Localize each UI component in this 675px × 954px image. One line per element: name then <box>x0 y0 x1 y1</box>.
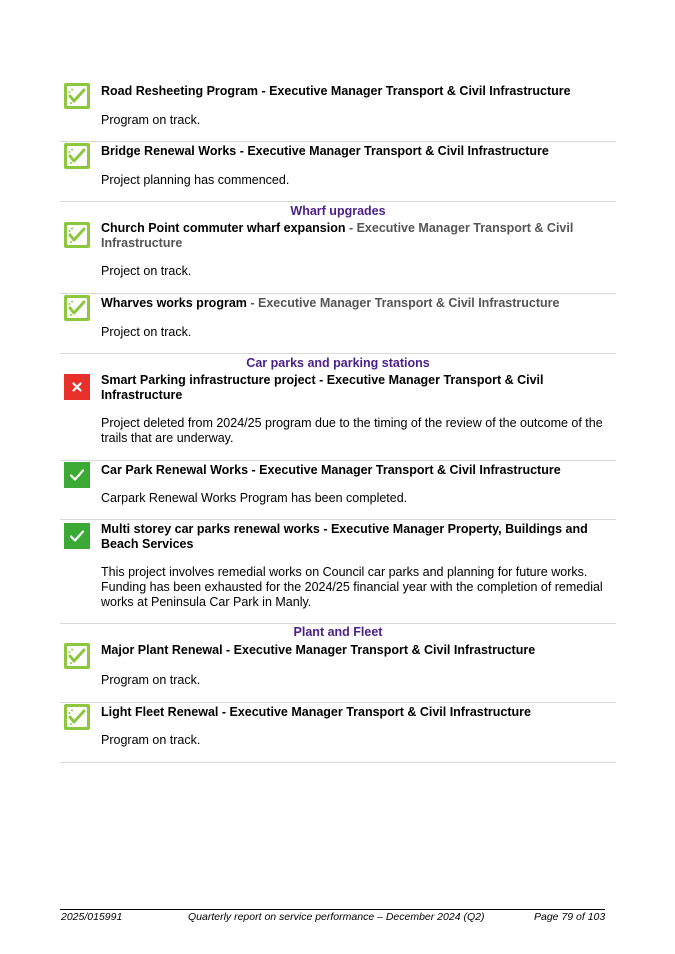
divider <box>60 201 616 202</box>
divider <box>60 141 616 142</box>
project-title-role: - Executive Manager Transport & Civil Infrastructure <box>101 221 574 250</box>
on-track-icon <box>64 295 90 321</box>
project-description: Project planning has commenced. <box>101 173 290 187</box>
divider <box>60 353 616 354</box>
divider <box>60 623 616 624</box>
project-description: Program on track. <box>101 673 201 687</box>
project-description: Project on track. <box>101 325 192 339</box>
project-description: Program on track. <box>101 113 201 127</box>
completed-icon <box>64 462 90 488</box>
divider <box>60 762 616 763</box>
project-title: Multi storey car parks renewal works - Executive Manager Property, Buildings and Beach Services <box>101 522 588 551</box>
on-track-icon <box>64 143 90 169</box>
project-description: This project involves remedial works on Council car parks and planning for future works. Funding has been exhausted for the 2024/25 financial year with the completion of remedial works at Peninsula Car Park in Manly. <box>101 565 603 609</box>
project-description: Carpark Renewal Works Program has been completed. <box>101 491 408 505</box>
on-track-icon <box>64 643 90 669</box>
section-heading-wharf: Wharf upgrades <box>290 204 386 218</box>
project-title: Car Park Renewal Works - Executive Manager Transport & Civil Infrastructure <box>101 463 561 477</box>
project-title: Road Resheeting Program - Executive Manager Transport & Civil Infrastructure <box>101 84 571 98</box>
on-track-icon <box>64 222 90 248</box>
deleted-icon <box>64 374 90 400</box>
project-title: Light Fleet Renewal - Executive Manager Transport & Civil Infrastructure <box>101 705 531 719</box>
footer-divider <box>60 909 605 910</box>
footer-page-number: Page 79 of 103 <box>534 911 606 923</box>
divider <box>60 519 616 520</box>
divider <box>60 702 616 703</box>
divider <box>60 293 616 294</box>
section-heading-carparks: Car parks and parking stations <box>246 356 430 370</box>
on-track-icon <box>64 83 90 109</box>
footer-report-title: Quarterly report on service performance – December 2024 (Q2) <box>188 911 485 923</box>
divider <box>60 460 616 461</box>
project-title <box>101 296 606 311</box>
project-title: Smart Parking infrastructure project - Executive Manager Transport & Civil Infrastructure <box>101 373 544 402</box>
project-title-role: - Executive Manager Transport & Civil Infrastructure <box>246 296 560 310</box>
project-title-main: Wharves works program <box>101 296 247 310</box>
project-description: Project on track. <box>101 264 192 278</box>
project-title-main: Church Point commuter wharf expansion <box>101 221 346 235</box>
project-description: Project deleted from 2024/25 program due to the timing of the review of the outcome of the trails that are underway. <box>101 416 603 445</box>
on-track-icon <box>64 704 90 730</box>
section-heading-plant: Plant and Fleet <box>293 625 383 639</box>
project-title: Bridge Renewal Works - Executive Manager Transport & Civil Infrastructure <box>101 144 549 158</box>
completed-icon <box>64 523 90 549</box>
project-title <box>101 221 606 251</box>
footer-doc-number: 2025/015991 <box>61 911 123 923</box>
project-description: Program on track. <box>101 733 201 747</box>
project-title: Major Plant Renewal - Executive Manager Transport & Civil Infrastructure <box>101 643 536 657</box>
